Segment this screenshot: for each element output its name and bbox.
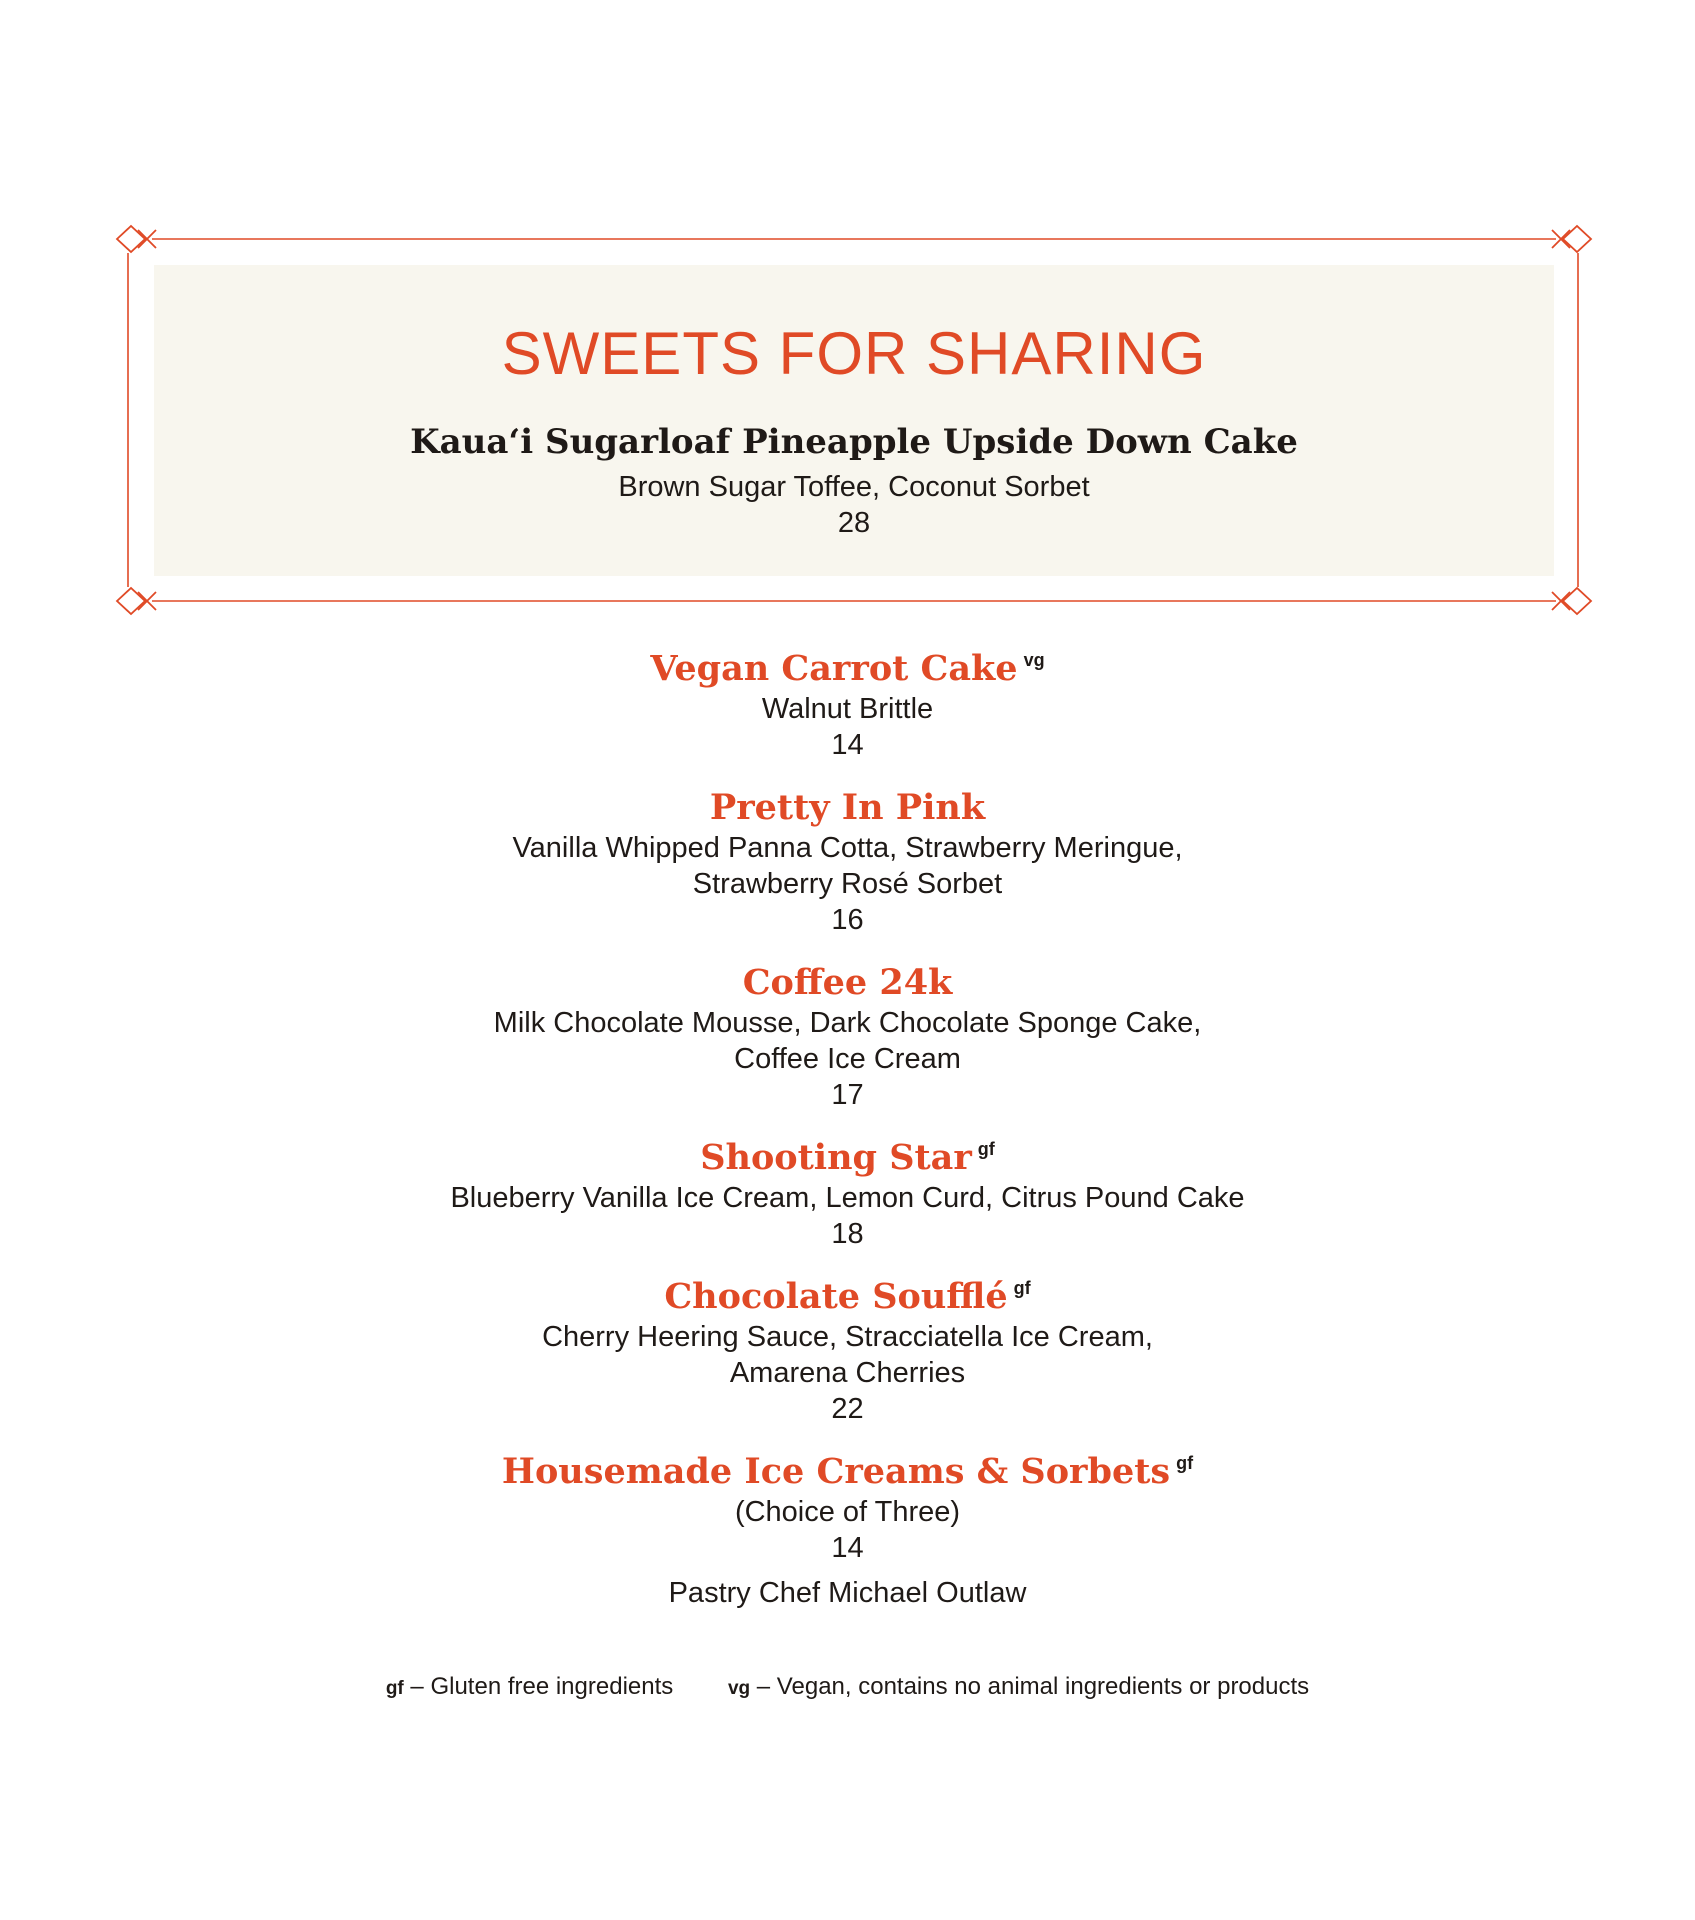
menu-item-name: Shooting Star	[700, 1137, 972, 1178]
dietary-legend	[0, 1672, 1695, 1704]
featured-item-name: Kaua‘i Sugarloaf Pineapple Upside Down Cake	[410, 422, 1298, 462]
menu-item-name: Pretty In Pink	[709, 787, 986, 828]
legend-code-vg: vg	[727, 1678, 751, 1699]
menu-item-description: Vanilla Whipped Panna Cotta, Strawberry Meringue,	[512, 832, 1183, 864]
featured-item-description: Brown Sugar Toffee, Coconut Sorbet	[618, 471, 1090, 503]
legend-text-vg: – Vegan, contains no animal ingredients or products	[750, 1673, 1310, 1700]
menu-item-price: 14	[831, 729, 864, 761]
dietary-tag: gf	[1013, 1278, 1031, 1298]
menu-item	[0, 1275, 1695, 1427]
dietary-tag: gf	[977, 1139, 995, 1159]
dietary-tag: gf	[1176, 1453, 1194, 1473]
menu-item	[0, 1450, 1695, 1566]
menu-item-name: Chocolate Soufflé	[664, 1276, 1008, 1317]
menu-item-price: 22	[831, 1393, 864, 1425]
menu-item	[0, 647, 1695, 763]
corner-ornament-top-left	[117, 226, 156, 252]
corner-ornament-bottom-left	[117, 588, 156, 614]
menu-item-description: (Choice of Three)	[734, 1496, 961, 1528]
featured-item-price: 28	[837, 507, 871, 539]
menu-item	[0, 1136, 1695, 1252]
menu-item	[0, 786, 1695, 938]
menu-item-price: 16	[831, 904, 864, 936]
legend-code-gf: gf	[385, 1678, 404, 1699]
legend-text-gf: – Gluten free ingredients	[403, 1673, 674, 1700]
dessert-menu-list	[0, 647, 1695, 1589]
legend-entry-vegan	[728, 1672, 1309, 1704]
menu-item-name: Vegan Carrot Cake	[650, 648, 1018, 689]
corner-ornament-bottom-right	[1552, 588, 1591, 614]
menu-item-name: Housemade Ice Creams & Sorbets	[501, 1451, 1171, 1492]
menu-item-price: 14	[831, 1532, 864, 1564]
menu-item-description: Coffee Ice Cream	[734, 1043, 961, 1075]
menu-item-price: 18	[831, 1218, 864, 1250]
menu-item-description: Walnut Brittle	[761, 693, 934, 725]
legend-entry-gluten-free	[386, 1672, 673, 1704]
menu-item-description: Blueberry Vanilla Ice Cream, Lemon Curd, Citrus Pound Cake	[450, 1182, 1245, 1214]
corner-ornament-top-right	[1552, 226, 1591, 252]
menu-item-description: Cherry Heering Sauce, Stracciatella Ice Cream,	[542, 1321, 1153, 1353]
menu-item-description: Milk Chocolate Mousse, Dark Chocolate Sponge Cake,	[493, 1007, 1202, 1039]
menu-item	[0, 961, 1695, 1113]
menu-item-name: Coffee 24k	[742, 962, 953, 1003]
menu-item-description: Strawberry Rosé Sorbet	[692, 868, 1003, 900]
menu-item-description: Amarena Cherries	[729, 1357, 966, 1389]
menu-item-price: 17	[831, 1079, 864, 1111]
featured-dessert-panel	[154, 265, 1554, 576]
dietary-tag: vg	[1023, 650, 1045, 670]
pastry-chef-credit: Pastry Chef Michael Outlaw	[668, 1577, 1027, 1609]
section-title: SWEETS FOR SHARING	[501, 320, 1207, 387]
